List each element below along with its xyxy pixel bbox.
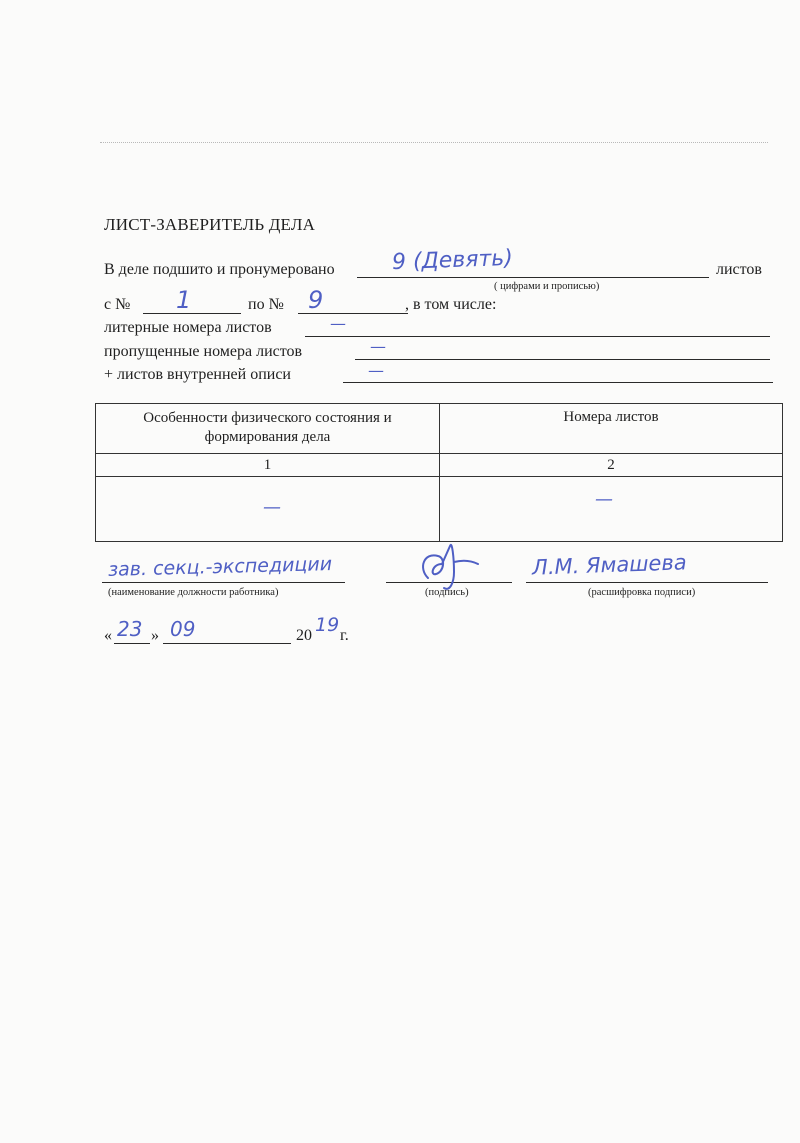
line4-dash: —	[370, 337, 386, 356]
table-header-physical-state: Особенности физического состояния и формирования дела	[96, 404, 440, 454]
line1-prefix: В деле подшито и пронумеровано	[104, 261, 335, 278]
line2-from-underline	[143, 313, 241, 314]
document-title: ЛИСТ-ЗАВЕРИТЕЛЬ ДЕЛА	[104, 215, 316, 234]
decode-caption: (расшифровка подписи)	[588, 587, 696, 598]
line4-label: пропущенные номера листов	[104, 343, 303, 360]
table-cell-sheet-numbers-value	[440, 477, 783, 542]
table-dash-col1: —	[263, 497, 281, 518]
date-year-unit: г.	[340, 627, 349, 644]
line1-handwritten-count: 9 (Девять)	[391, 245, 514, 276]
decode-handwritten: Л.М. Ямашева	[531, 550, 687, 580]
date-year-prefix: 20	[296, 627, 312, 644]
date-day-underline	[114, 643, 150, 644]
line1-underline	[357, 277, 709, 278]
table-dash-col2: —	[595, 489, 613, 510]
position-caption: (наименование должности работника)	[108, 587, 279, 598]
line2-from-value: 1	[176, 286, 192, 314]
date-year-suffix: 19	[315, 614, 340, 636]
table-row	[96, 477, 783, 542]
line5-underline	[343, 382, 773, 383]
date-close-quote: »	[151, 627, 159, 644]
date-month-underline	[163, 643, 291, 644]
line3-label: литерные номера листов	[104, 319, 272, 336]
line1-caption: ( цифрами и прописью)	[494, 281, 600, 292]
table-col-number-2: 2	[440, 454, 783, 477]
scan-edge-line	[100, 142, 768, 143]
date-month: 09	[170, 617, 196, 641]
position-underline	[102, 582, 345, 583]
line2-from-label: с №	[104, 296, 131, 313]
table-col-number-1: 1	[96, 454, 440, 477]
table-cell-physical-state-value	[96, 477, 440, 542]
line2-suffix: , в том числе:	[405, 296, 497, 313]
date-day: 23	[117, 617, 143, 641]
line3-dash: —	[330, 314, 346, 333]
table-header-row	[96, 404, 783, 454]
line5-label: + листов внутренней описи	[104, 366, 291, 383]
line5-dash: —	[368, 361, 384, 380]
date-open-quote: «	[104, 627, 112, 644]
table-number-row	[96, 454, 783, 477]
table-header-sheet-numbers: Номера листов	[440, 404, 783, 454]
line4-underline	[355, 359, 770, 360]
case-table	[95, 403, 783, 542]
decode-underline	[526, 582, 768, 583]
line1-suffix: листов	[716, 261, 762, 278]
line2-to-label: по №	[248, 296, 284, 313]
position-handwritten: зав. секц.-экспедиции	[107, 553, 333, 581]
line2-to-value: 9	[308, 286, 324, 314]
signature-caption: (подпись)	[425, 587, 469, 598]
